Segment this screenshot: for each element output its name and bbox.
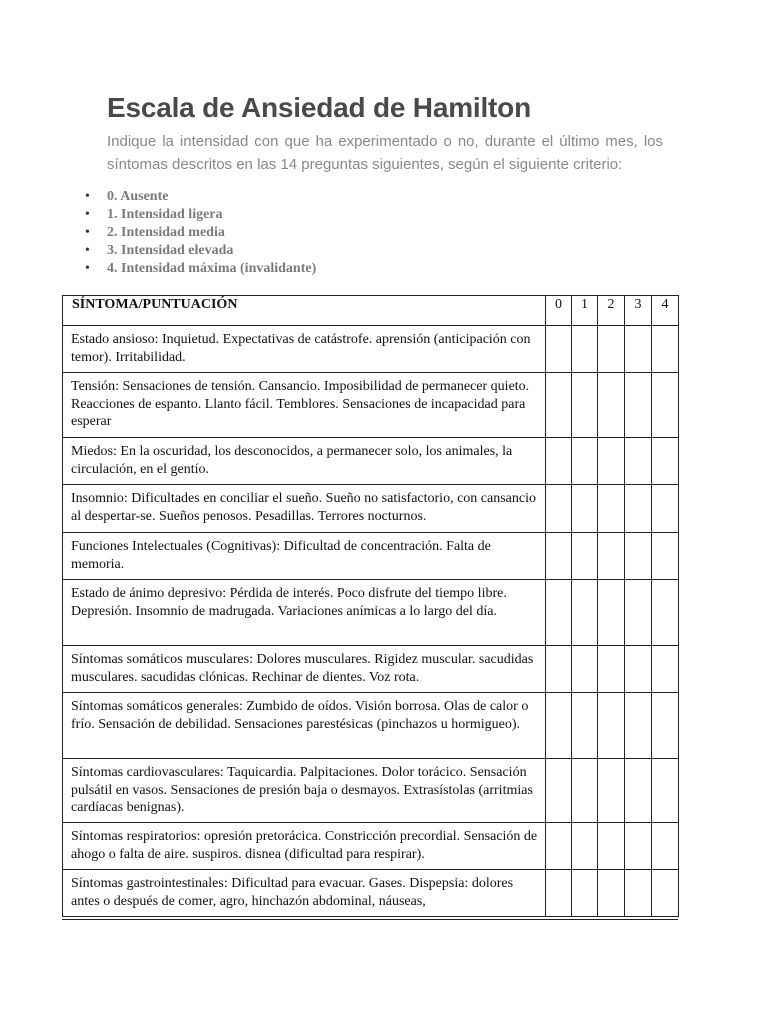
bullet-icon: • — [85, 207, 90, 222]
table-bottom-border — [62, 919, 678, 920]
table-row — [63, 326, 679, 373]
score-cell-1[interactable] — [572, 533, 598, 580]
score-cell-2[interactable] — [598, 759, 625, 823]
score-cell-1[interactable] — [572, 485, 598, 533]
score-cell-4[interactable] — [652, 373, 679, 438]
header-score-1: 1 — [572, 296, 598, 326]
score-cell-4[interactable] — [652, 759, 679, 823]
score-cell-1[interactable] — [572, 693, 598, 759]
table-header-row — [63, 296, 679, 326]
score-cell-4[interactable] — [652, 326, 679, 373]
score-cell-2[interactable] — [598, 693, 625, 759]
table-row — [63, 533, 679, 580]
score-cell-2[interactable] — [598, 870, 625, 917]
table-row — [63, 646, 679, 693]
symptom-cell: Estado ansioso: Inquietud. Expectativas de catástrofe. aprensión (anticipación con temor). Irritabilidad. — [63, 326, 546, 373]
score-cell-3[interactable] — [625, 580, 652, 646]
score-cell-2[interactable] — [598, 485, 625, 533]
intro-paragraph: Indique la intensidad con que ha experimentado o no, durante el último mes, los síntomas descritos en las 14 preguntas siguientes, según el siguiente criterio: — [107, 133, 663, 173]
score-cell-3[interactable] — [625, 693, 652, 759]
header-symptom-score: SÍNTOMA/PUNTUACIÓN — [63, 296, 546, 326]
score-cell-3[interactable] — [625, 485, 652, 533]
score-cell-0[interactable] — [546, 693, 572, 759]
score-cell-3[interactable] — [625, 438, 652, 485]
header-score-4: 4 — [652, 296, 679, 326]
score-cell-2[interactable] — [598, 373, 625, 438]
header-score-0: 0 — [546, 296, 572, 326]
table-row — [63, 870, 679, 917]
criteria-item-label: 0. Ausente — [107, 189, 169, 204]
criteria-item-label: 2. Intensidad media — [107, 225, 225, 240]
symptom-score-table — [62, 295, 679, 917]
score-cell-1[interactable] — [572, 580, 598, 646]
symptom-cell: Estado de ánimo depresivo: Pérdida de interés. Poco disfrute del tiempo libre. Depresión. Insomnio de madrugada. Variaciones anímicas a lo largo del día. — [63, 580, 546, 646]
table-row — [63, 759, 679, 823]
score-cell-0[interactable] — [546, 759, 572, 823]
score-cell-3[interactable] — [625, 373, 652, 438]
score-cell-4[interactable] — [652, 533, 679, 580]
score-cell-2[interactable] — [598, 438, 625, 485]
score-cell-0[interactable] — [546, 533, 572, 580]
criteria-item — [74, 206, 316, 224]
score-cell-0[interactable] — [546, 870, 572, 917]
score-cell-1[interactable] — [572, 823, 598, 870]
score-cell-1[interactable] — [572, 759, 598, 823]
table-row — [63, 438, 679, 485]
score-cell-2[interactable] — [598, 823, 625, 870]
bullet-icon: • — [85, 243, 90, 258]
score-cell-2[interactable] — [598, 533, 625, 580]
score-cell-2[interactable] — [598, 646, 625, 693]
header-score-2: 2 — [598, 296, 625, 326]
score-cell-1[interactable] — [572, 438, 598, 485]
score-cell-1[interactable] — [572, 870, 598, 917]
score-cell-0[interactable] — [546, 373, 572, 438]
symptom-cell: Miedos: En la oscuridad, los desconocidos, a permanecer solo, los animales, la circulación, en el gentío. — [63, 438, 546, 485]
score-cell-3[interactable] — [625, 870, 652, 917]
score-cell-1[interactable] — [572, 646, 598, 693]
bullet-icon: • — [85, 261, 90, 276]
table-row — [63, 373, 679, 438]
score-cell-4[interactable] — [652, 693, 679, 759]
score-cell-4[interactable] — [652, 870, 679, 917]
table-row — [63, 823, 679, 870]
criteria-item-label: 3. Intensidad elevada — [107, 243, 234, 258]
score-cell-2[interactable] — [598, 580, 625, 646]
score-cell-3[interactable] — [625, 646, 652, 693]
score-cell-3[interactable] — [625, 759, 652, 823]
score-cell-0[interactable] — [546, 326, 572, 373]
bullet-icon: • — [85, 225, 90, 240]
symptom-cell: Síntomas respiratorios: opresión pretorácica. Constricción precordial. Sensación de ahogo o falta de aire. suspiros. disnea (dificultad para respirar). — [63, 823, 546, 870]
header-score-3: 3 — [625, 296, 652, 326]
criteria-item — [74, 188, 316, 206]
score-cell-4[interactable] — [652, 485, 679, 533]
score-cell-4[interactable] — [652, 438, 679, 485]
symptom-cell: Tensión: Sensaciones de tensión. Cansancio. Imposibilidad de permanecer quieto. Reacciones de espanto. Llanto fácil. Temblores. Sensaciones de incapacidad para esperar — [63, 373, 546, 438]
symptom-cell: Síntomas cardiovasculares: Taquicardia. Palpitaciones. Dolor torácico. Sensación pulsátil en vasos. Sensaciones de presión baja o desmayos. Extrasístolas (arritmias cardíacas benignas). — [63, 759, 546, 823]
score-cell-2[interactable] — [598, 326, 625, 373]
page-title: Escala de Ansiedad de Hamilton — [107, 92, 531, 123]
symptom-cell: Funciones Intelectuales (Cognitivas): Dificultad de concentración. Falta de memoria. — [63, 533, 546, 580]
score-cell-1[interactable] — [572, 326, 598, 373]
score-cell-4[interactable] — [652, 580, 679, 646]
score-cell-3[interactable] — [625, 823, 652, 870]
table-row — [63, 580, 679, 646]
score-cell-4[interactable] — [652, 646, 679, 693]
score-cell-0[interactable] — [546, 823, 572, 870]
symptom-cell: Síntomas gastrointestinales: Dificultad para evacuar. Gases. Dispepsia: dolores antes o después de comer, agro, hinchazón abdominal, náuseas, — [63, 870, 546, 917]
score-cell-0[interactable] — [546, 646, 572, 693]
criteria-item-label: 4. Intensidad máxima (invalidante) — [107, 261, 317, 276]
criteria-item — [74, 260, 316, 278]
symptom-cell: Síntomas somáticos musculares: Dolores musculares. Rigidez muscular. sacudidas musculares. sacudidas clónicas. Rechinar de dientes. Voz rota. — [63, 646, 546, 693]
criteria-item — [74, 224, 316, 242]
symptom-cell: Insomnio: Dificultades en conciliar el sueño. Sueño no satisfactorio, con cansancio al despertar-se. Sueños penosos. Pesadillas. Terrores nocturnos. — [63, 485, 546, 533]
score-cell-4[interactable] — [652, 823, 679, 870]
score-cell-0[interactable] — [546, 485, 572, 533]
bullet-icon: • — [85, 189, 90, 204]
criteria-list — [74, 188, 316, 278]
criteria-item — [74, 242, 316, 260]
score-cell-3[interactable] — [625, 326, 652, 373]
symptom-cell: Síntomas somáticos generales: Zumbido de oídos. Visión borrosa. Olas de calor o frío. Sensación de debilidad. Sensaciones parestésicas (pinchazos u hormigueo). — [63, 693, 546, 759]
score-cell-1[interactable] — [572, 373, 598, 438]
score-cell-3[interactable] — [625, 533, 652, 580]
table-row — [63, 485, 679, 533]
criteria-item-label: 1. Intensidad ligera — [107, 207, 223, 222]
score-cell-0[interactable] — [546, 580, 572, 646]
score-cell-0[interactable] — [546, 438, 572, 485]
table-row — [63, 693, 679, 759]
